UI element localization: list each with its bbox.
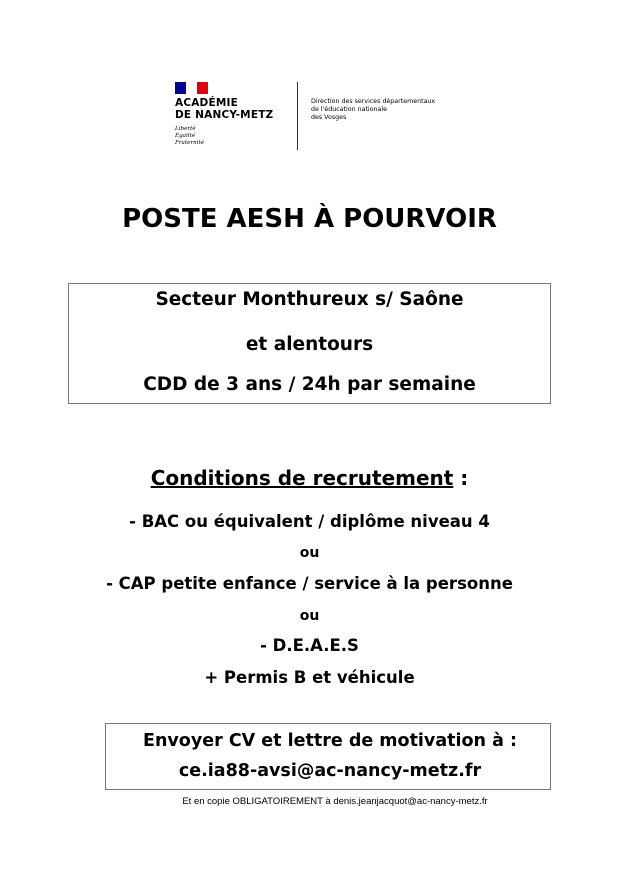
academie-name-line2: DE NANCY-METZ bbox=[175, 109, 274, 121]
contract-line: CDD de 3 ans / 24h par semaine bbox=[143, 374, 476, 395]
flag-blue-stripe bbox=[175, 82, 186, 94]
conditions-heading-colon: : bbox=[453, 466, 469, 490]
contact-email: ce.ia88-avsi@ac-nancy-metz.fr bbox=[178, 761, 482, 781]
dsden-line-3: des Vosges bbox=[311, 114, 347, 121]
sector-surroundings-line: et alentours bbox=[245, 334, 374, 355]
condition-cap: - CAP petite enfance / service à la personne bbox=[106, 574, 513, 593]
dsden-line-1: Direction des services départementaux bbox=[311, 98, 436, 105]
condition-or-1: ou bbox=[299, 545, 320, 561]
condition-permis: + Permis B et véhicule bbox=[204, 668, 415, 687]
contact-instruction: Envoyer CV et lettre de motivation à : bbox=[142, 731, 517, 751]
condition-deaes: - D.E.A.E.S bbox=[260, 636, 359, 655]
motto-egalite: Égalité bbox=[175, 133, 196, 139]
flag-red-stripe bbox=[197, 82, 208, 94]
academie-name-line1: ACADÉMIE bbox=[175, 97, 238, 109]
page-title: POSTE AESH À POURVOIR bbox=[122, 204, 497, 234]
header-divider bbox=[297, 82, 298, 150]
conditions-heading-text: Conditions de recrutement bbox=[150, 466, 454, 490]
condition-bac: - BAC ou équivalent / diplôme niveau 4 bbox=[129, 512, 490, 531]
motto-liberte: Liberté bbox=[175, 126, 196, 132]
dsden-line-2: de l'éducation nationale bbox=[311, 106, 387, 113]
flag-white-stripe bbox=[186, 82, 197, 94]
condition-or-2: ou bbox=[299, 608, 320, 624]
conditions-heading bbox=[0, 466, 619, 490]
copy-note: Et en copie OBLIGATOIREMENT à denis.jeanjacquot@ac-nancy-metz.fr bbox=[182, 796, 488, 807]
republique-flag-icon bbox=[175, 82, 208, 94]
motto-fraternite: Fraternité bbox=[175, 140, 205, 146]
sector-line: Secteur Monthureux s/ Saône bbox=[155, 289, 464, 310]
